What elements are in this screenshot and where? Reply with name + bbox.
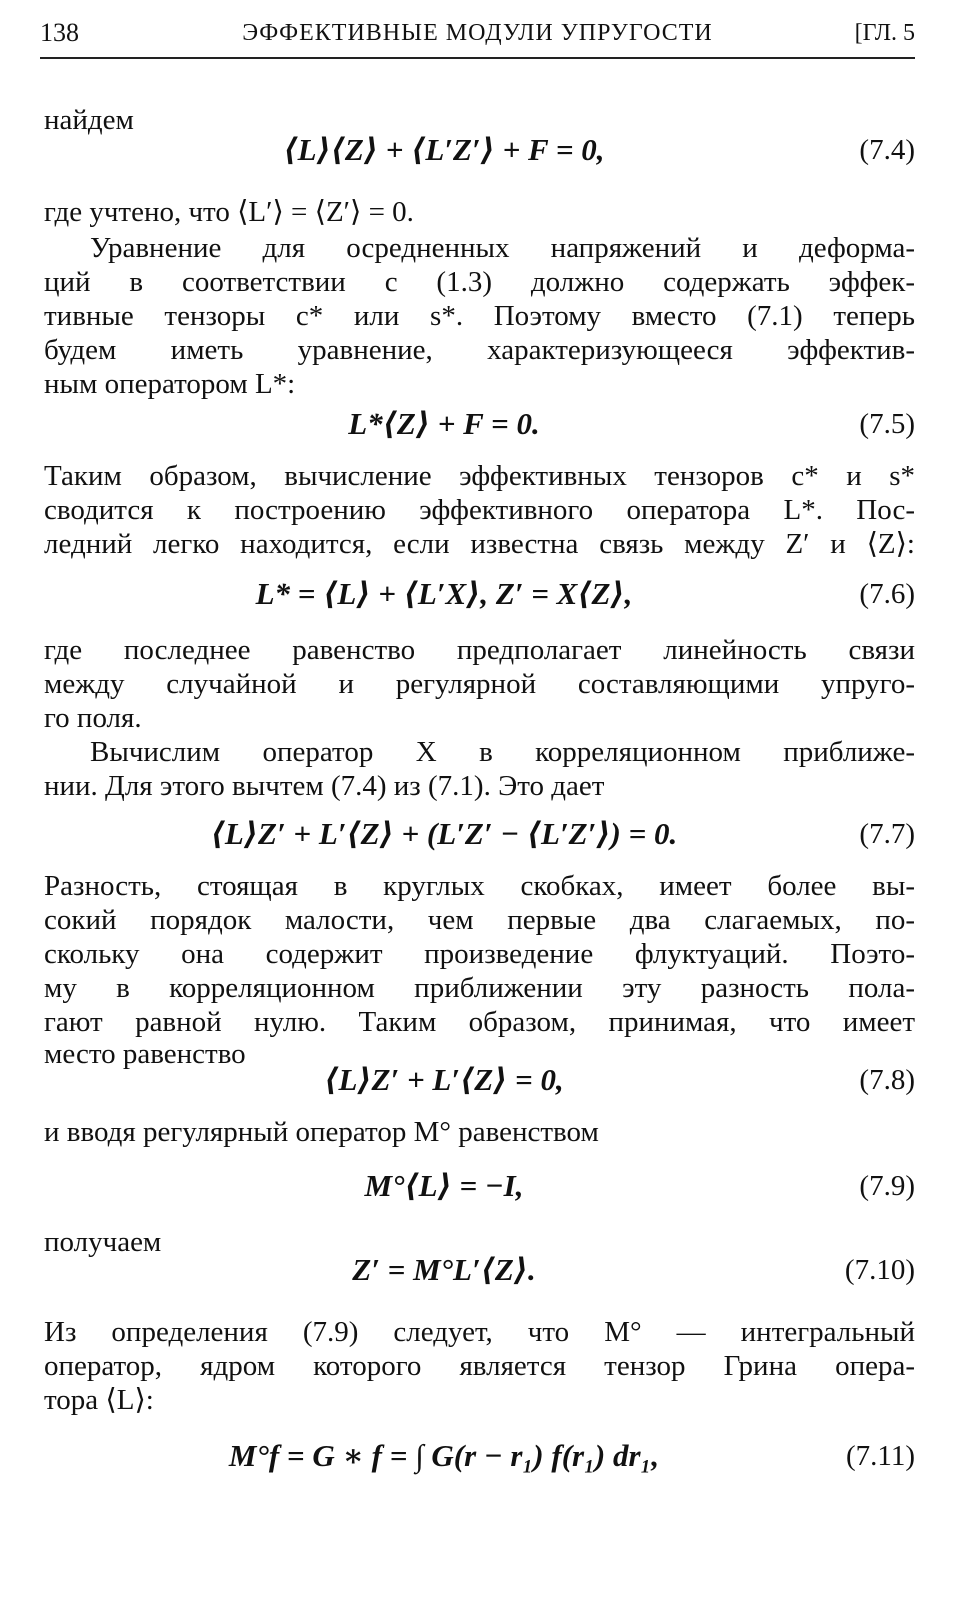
text-line: получаем	[44, 1226, 162, 1258]
equation-7-5: L*⟨Z⟩ + F = 0.	[348, 406, 540, 441]
text-line: где последнее равенство предполагает линейность связи	[44, 634, 915, 666]
text-line: Разность, стоящая в круглых скобках, имеет более вы-	[44, 870, 915, 902]
text-line: сводится к построению эффективного оператора L*. Пос-	[44, 494, 915, 526]
page-number: 138	[40, 18, 79, 47]
chapter-label: [ГЛ. 5	[854, 20, 915, 46]
text-line: между случайной и регулярной составляющими упруго-	[44, 668, 915, 700]
text-line: будем иметь уравнение, характеризующееся эффектив-	[44, 334, 915, 366]
text-line: Уравнение для осредненных напряжений и деформа-	[90, 232, 915, 264]
equation-number: (7.6)	[859, 578, 915, 610]
text-line: скольку она содержит произведение флуктуаций. Поэто-	[44, 938, 915, 970]
text-line: ледний легко находится, если известна связь между Z′ и ⟨Z⟩:	[44, 528, 915, 560]
equation-number: (7.8)	[859, 1064, 915, 1096]
text-line: место равенство	[44, 1038, 246, 1070]
equation-number: (7.7)	[859, 818, 915, 850]
text-line: Таким образом, вычисление эффективных тензоров c* и s*	[44, 460, 915, 492]
text-line: Из определения (7.9) следует, что M° — интегральный	[44, 1316, 915, 1348]
text-line: найдем	[44, 104, 134, 136]
equation-7-7: ⟨L⟩Z′ + L′⟨Z⟩ + (L′Z′ − ⟨L′Z′⟩) = 0.	[210, 816, 678, 851]
equation-number: (7.4)	[859, 134, 915, 166]
equation-number: (7.11)	[846, 1440, 915, 1472]
equation-7-9: M°⟨L⟩ = −I,	[364, 1168, 524, 1203]
equation-7-10: Z′ = M°L′⟨Z⟩.	[352, 1252, 536, 1287]
text-line: ций в соответствии с (1.3) должно содержать эффек-	[44, 266, 915, 298]
running-title: ЭФФЕКТИВНЫЕ МОДУЛИ УПРУГОСТИ	[242, 20, 713, 46]
text-line: тивные тензоры c* или s*. Поэтому вместо (7.1) теперь	[44, 300, 915, 332]
equation-7-11: M°f = G ∗ f = ∫ G(r − r₁) f(r₁) dr₁,	[228, 1438, 660, 1473]
equation-number: (7.10)	[844, 1254, 915, 1286]
text-line: и вводя регулярный оператор M° равенством	[44, 1116, 599, 1148]
equation-7-6: L* = ⟨L⟩ + ⟨L′X⟩, Z′ = X⟨Z⟩,	[255, 576, 633, 611]
text-line: го поля.	[44, 702, 142, 734]
text-line: оператор, ядром которого является тензор Грина опера-	[44, 1350, 915, 1382]
equation-number: (7.5)	[859, 408, 915, 440]
text-line: ным оператором L*:	[44, 368, 296, 400]
text-line: му в корреляционном приближении эту разность пола-	[44, 972, 915, 1004]
equation-7-4: ⟨L⟩⟨Z⟩ + ⟨L′Z′⟩ + F = 0,	[283, 132, 605, 167]
header-rule	[40, 57, 915, 59]
text-line: тора ⟨L⟩:	[44, 1384, 154, 1416]
running-head	[40, 18, 915, 52]
equation-number: (7.9)	[859, 1170, 915, 1202]
equation-7-8: ⟨L⟩Z′ + L′⟨Z⟩ = 0,	[324, 1062, 564, 1097]
text-line: гают равной нулю. Таким образом, принимая, что имеет	[44, 1006, 915, 1038]
text-line: где учтено, что ⟨L′⟩ = ⟨Z′⟩ = 0.	[44, 196, 414, 228]
text-line: нии. Для этого вычтем (7.4) из (7.1). Это дает	[44, 770, 605, 802]
text-line: сокий порядок малости, чем первые два слагаемых, по-	[44, 904, 915, 936]
text-line: Вычислим оператор X в корреляционном приближе-	[90, 736, 915, 768]
